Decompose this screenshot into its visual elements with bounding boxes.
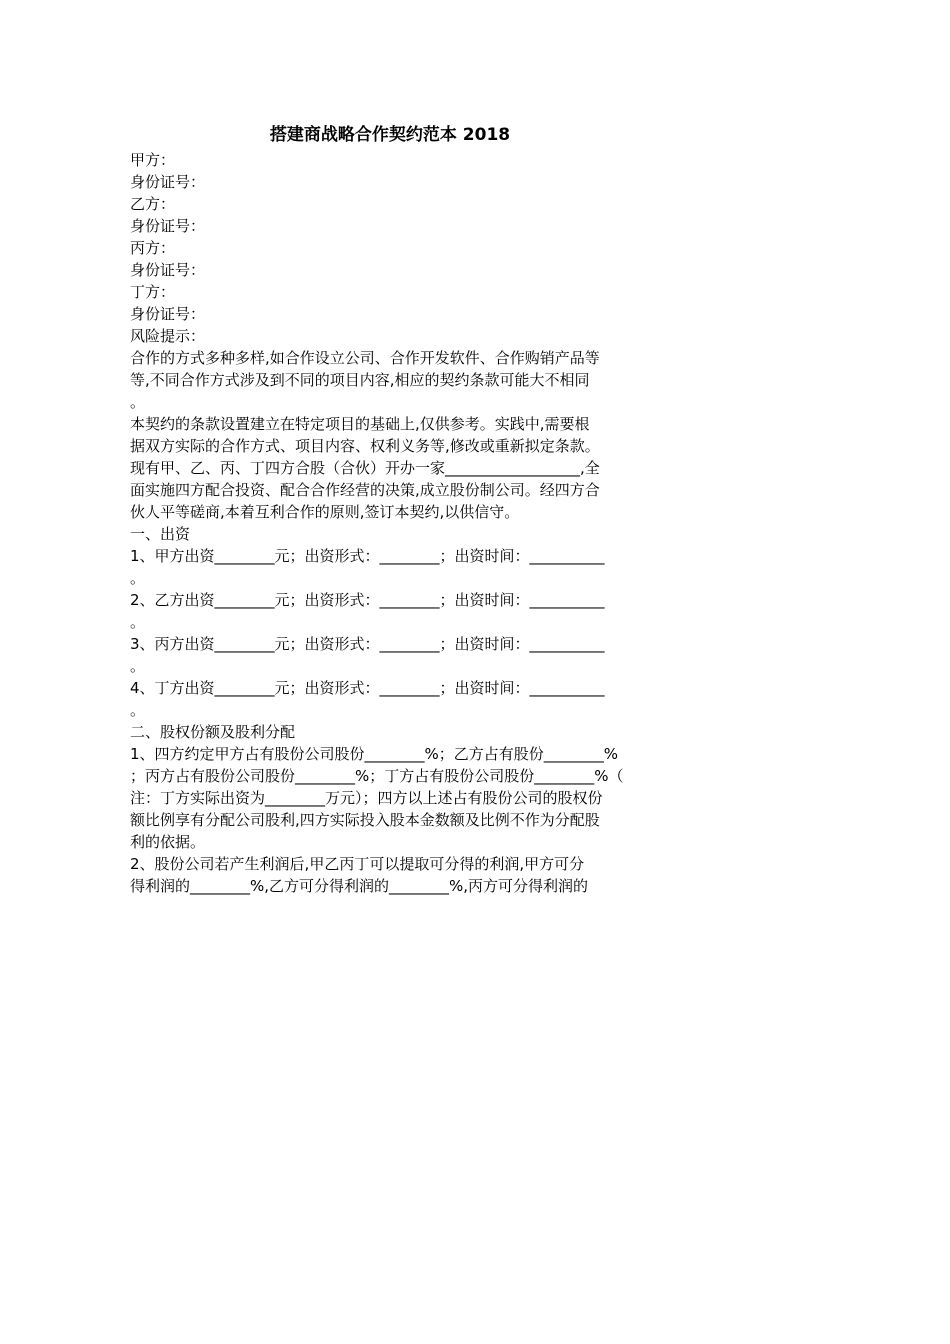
section-heading: 二、股权份额及股利分配 bbox=[130, 723, 296, 741]
text-line: 丙方： bbox=[130, 239, 176, 257]
text-line: 身份证号： bbox=[130, 217, 206, 235]
text-line: 等,不同合作方式涉及到不同的项目内容,相应的契约条款可能大不相同 bbox=[130, 371, 590, 389]
text-line: 利的依据。 bbox=[130, 833, 206, 851]
text-line: 甲方： bbox=[130, 151, 176, 169]
text-line: 4、丁方出资________元；出资形式：________；出资时间：__________ bbox=[130, 679, 605, 697]
text-line: 。 bbox=[130, 701, 146, 719]
text-line: 1、四方约定甲方占有股份公司股份________%；乙方占有股份________% bbox=[130, 745, 619, 763]
text-line: 伙人平等磋商,本着互利合作的原则,签订本契约,以供信守。 bbox=[130, 503, 520, 521]
document-body bbox=[130, 149, 650, 897]
text-line: 3、丙方出资________元；出资形式：________；出资时间：__________ bbox=[130, 635, 605, 653]
text-line: 据双方实际的合作方式、项目内容、权利义务等,修改或重新拟定条款。 bbox=[130, 437, 600, 455]
text-line: 。 bbox=[130, 657, 146, 675]
text-line: 身份证号： bbox=[130, 305, 206, 323]
text-line: 。 bbox=[130, 613, 146, 631]
document-title: 搭建商战略合作契约范本 2018 bbox=[269, 125, 511, 145]
section-heading: 一、出资 bbox=[130, 525, 191, 543]
text-line: 。 bbox=[130, 393, 146, 411]
text-line: 身份证号： bbox=[130, 261, 206, 279]
text-line: 额比例享有分配公司股利,四方实际投入股本金数额及比例不作为分配股 bbox=[130, 811, 600, 829]
text-line: 现有甲、乙、丙、丁四方合股（合伙）开办一家__________________,全 bbox=[130, 459, 600, 477]
text-line: 本契约的条款设置建立在特定项目的基础上,仅供参考。实践中,需要根 bbox=[130, 415, 590, 433]
text-line: 风险提示： bbox=[130, 327, 206, 345]
text-line: 1、甲方出资________元；出资形式：________；出资时间：__________ bbox=[130, 547, 605, 565]
text-line: ；丙方占有股份公司股份________%；丁方占有股份公司股份________%（ bbox=[130, 767, 624, 785]
text-line: 2、乙方出资________元；出资形式：________；出资时间：__________ bbox=[130, 591, 605, 609]
text-line: 面实施四方配合投资、配合合作经营的决策,成立股份制公司。经四方合 bbox=[130, 481, 600, 499]
text-line: 。 bbox=[130, 569, 146, 587]
text-line: 身份证号： bbox=[130, 173, 206, 191]
text-line: 2、股份公司若产生利润后,甲乙丙丁可以提取可分得的利润,甲方可分 bbox=[130, 855, 585, 873]
text-line: 注：丁方实际出资为________万元）；四方以上述占有股份公司的股权份 bbox=[130, 789, 603, 807]
text-line: 乙方： bbox=[130, 195, 176, 213]
text-line: 合作的方式多种多样,如合作设立公司、合作开发软件、合作购销产品等 bbox=[130, 349, 600, 367]
text-line: 得利润的________%,乙方可分得利润的________%,丙方可分得利润的 bbox=[130, 877, 589, 895]
text-line: 丁方： bbox=[130, 283, 176, 301]
